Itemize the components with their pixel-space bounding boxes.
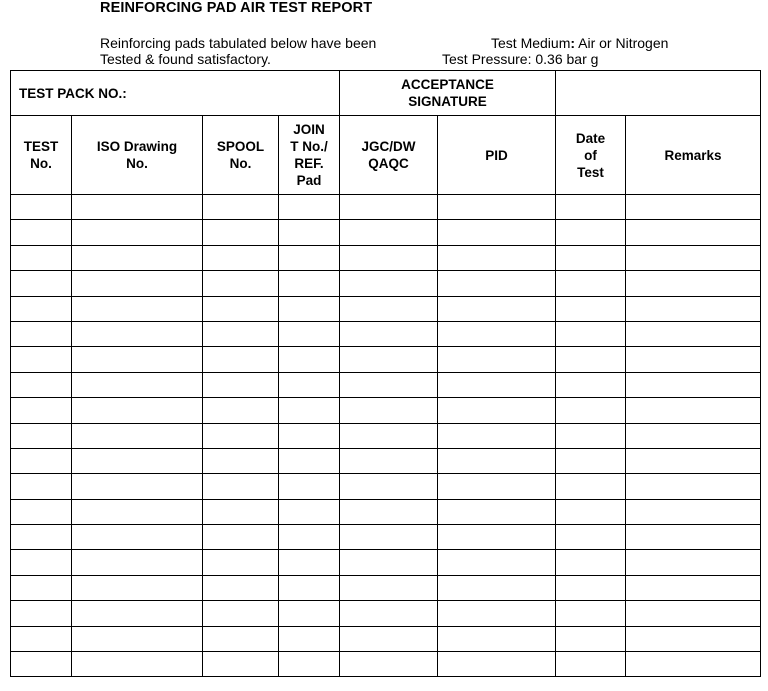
- cell-joint-ref-pad[interactable]: [279, 575, 340, 600]
- cell-iso-drawing-no[interactable]: [72, 652, 203, 677]
- header-remarks-line-1: Remarks: [664, 147, 722, 163]
- cell-pid[interactable]: [438, 220, 556, 245]
- test-conditions: [442, 35, 668, 68]
- cell-jgc-qaqc[interactable]: [340, 474, 438, 499]
- cell-remarks[interactable]: [626, 245, 761, 270]
- header-test-no-line-2: No.: [30, 156, 52, 171]
- cell-iso-drawing-no[interactable]: [72, 550, 203, 575]
- cell-joint-ref-pad[interactable]: [279, 626, 340, 651]
- header-spool-line-1: SPOOL: [216, 139, 265, 154]
- cell-jgc-qaqc[interactable]: [340, 652, 438, 677]
- cell-test-no[interactable]: [11, 525, 72, 550]
- cell-spool-no[interactable]: [203, 271, 279, 296]
- cell-spool-no[interactable]: [203, 499, 279, 524]
- cell-iso-drawing-no[interactable]: [72, 398, 203, 423]
- cell-joint-ref-pad[interactable]: [279, 372, 340, 397]
- cell-joint-ref-pad[interactable]: [279, 652, 340, 677]
- table-row: [11, 398, 761, 423]
- cell-joint-ref-pad[interactable]: [279, 525, 340, 550]
- cell-joint-ref-pad[interactable]: [279, 423, 340, 448]
- cell-joint-ref-pad[interactable]: [279, 448, 340, 473]
- cell-remarks[interactable]: [626, 601, 761, 626]
- cell-iso-drawing-no[interactable]: [72, 474, 203, 499]
- acceptance-line-1: ACCEPTANCE: [401, 77, 494, 92]
- cell-date-of-test[interactable]: [556, 321, 626, 346]
- cell-iso-drawing-no[interactable]: [72, 372, 203, 397]
- cell-spool-no[interactable]: [203, 575, 279, 600]
- cell-date-of-test[interactable]: [556, 575, 626, 600]
- cell-spool-no[interactable]: [203, 220, 279, 245]
- cell-jgc-qaqc[interactable]: [340, 220, 438, 245]
- cell-joint-ref-pad[interactable]: [279, 398, 340, 423]
- cell-jgc-qaqc[interactable]: [340, 525, 438, 550]
- header-pid: [438, 116, 556, 195]
- table-row: [11, 601, 761, 626]
- cell-iso-drawing-no[interactable]: [72, 347, 203, 372]
- header-date-line-2: of: [584, 147, 597, 163]
- cell-pid[interactable]: [438, 245, 556, 270]
- cell-test-no[interactable]: [11, 474, 72, 499]
- cell-joint-ref-pad[interactable]: [279, 499, 340, 524]
- cell-spool-no[interactable]: [203, 423, 279, 448]
- header-jgc-line-2: QAQC: [368, 156, 409, 171]
- header-iso-line-2: No.: [126, 156, 148, 171]
- table-row: [11, 271, 761, 296]
- cell-pid[interactable]: [438, 271, 556, 296]
- cell-remarks[interactable]: [626, 271, 761, 296]
- cell-pid[interactable]: [438, 296, 556, 321]
- header-test-no: [11, 116, 72, 195]
- cell-jgc-qaqc[interactable]: [340, 372, 438, 397]
- cell-iso-drawing-no[interactable]: [72, 296, 203, 321]
- cell-jgc-qaqc[interactable]: [340, 601, 438, 626]
- table-row: [11, 245, 761, 270]
- cell-date-of-test[interactable]: [556, 499, 626, 524]
- cell-iso-drawing-no[interactable]: [72, 271, 203, 296]
- acceptance-signature-cell: [340, 71, 556, 116]
- cell-date-of-test[interactable]: [556, 296, 626, 321]
- cell-date-of-test[interactable]: [556, 652, 626, 677]
- cell-jgc-qaqc[interactable]: [340, 423, 438, 448]
- cell-iso-drawing-no[interactable]: [72, 626, 203, 651]
- cell-iso-drawing-no[interactable]: [72, 525, 203, 550]
- cell-joint-ref-pad[interactable]: [279, 321, 340, 346]
- table-row: [11, 525, 761, 550]
- header-date-line-3: Test: [577, 164, 604, 180]
- acceptance-line-2: SIGNATURE: [408, 94, 487, 109]
- cell-spool-no[interactable]: [203, 525, 279, 550]
- cell-date-of-test[interactable]: [556, 245, 626, 270]
- cell-test-no[interactable]: [11, 601, 72, 626]
- cell-pid[interactable]: [438, 525, 556, 550]
- table-row: [11, 550, 761, 575]
- test-report-table: [10, 70, 761, 677]
- cell-date-of-test[interactable]: [556, 474, 626, 499]
- cell-iso-drawing-no[interactable]: [72, 321, 203, 346]
- cell-jgc-qaqc[interactable]: [340, 347, 438, 372]
- header-remarks: [626, 116, 761, 195]
- cell-test-no[interactable]: [11, 550, 72, 575]
- cell-jgc-qaqc[interactable]: [340, 499, 438, 524]
- cell-jgc-qaqc[interactable]: [340, 271, 438, 296]
- cell-date-of-test[interactable]: [556, 550, 626, 575]
- header-joint-line-1: JOIN: [293, 122, 325, 137]
- cell-jgc-qaqc[interactable]: [340, 626, 438, 651]
- intro-line-1: Reinforcing pads tabulated below have been: [100, 35, 377, 51]
- cell-iso-drawing-no[interactable]: [72, 195, 203, 220]
- cell-remarks[interactable]: [626, 652, 761, 677]
- table-row: [11, 195, 761, 220]
- cell-iso-drawing-no[interactable]: [72, 245, 203, 270]
- table-row: [11, 220, 761, 245]
- test-pressure: Test Pressure: 0.36 bar g: [442, 51, 599, 67]
- cell-date-of-test[interactable]: [556, 626, 626, 651]
- cell-test-no[interactable]: [11, 372, 72, 397]
- cell-remarks[interactable]: [626, 347, 761, 372]
- intro-line-2: Tested & found satisfactory.: [100, 51, 271, 67]
- cell-test-no[interactable]: [11, 423, 72, 448]
- intro-statement: [100, 35, 376, 67]
- cell-spool-no[interactable]: [203, 398, 279, 423]
- cell-spool-no[interactable]: [203, 321, 279, 346]
- cell-date-of-test[interactable]: [556, 195, 626, 220]
- cell-spool-no[interactable]: [203, 245, 279, 270]
- header-jgc-qaqc: [340, 116, 438, 195]
- table-row: [11, 372, 761, 397]
- cell-pid[interactable]: [438, 499, 556, 524]
- table-row: [11, 347, 761, 372]
- header-iso-line-1: ISO Drawing: [96, 139, 178, 154]
- header-pid-line-1: PID: [485, 147, 508, 163]
- test-medium: [442, 35, 668, 51]
- cell-pid[interactable]: [438, 195, 556, 220]
- table-row: [11, 499, 761, 524]
- header-test-no-line-1: TEST: [23, 139, 59, 154]
- cell-date-of-test[interactable]: [556, 601, 626, 626]
- cell-remarks[interactable]: [626, 626, 761, 651]
- cell-spool-no[interactable]: [203, 474, 279, 499]
- table-row: [11, 575, 761, 600]
- cell-test-no[interactable]: [11, 245, 72, 270]
- cell-joint-ref-pad[interactable]: [279, 195, 340, 220]
- cell-date-of-test[interactable]: [556, 398, 626, 423]
- cell-remarks[interactable]: [626, 195, 761, 220]
- cell-spool-no[interactable]: [203, 550, 279, 575]
- cell-joint-ref-pad[interactable]: [279, 296, 340, 321]
- cell-pid[interactable]: [438, 626, 556, 651]
- cell-test-no[interactable]: [11, 448, 72, 473]
- cell-test-no[interactable]: [11, 321, 72, 346]
- cell-spool-no[interactable]: [203, 296, 279, 321]
- cell-test-no[interactable]: [11, 398, 72, 423]
- cell-test-no[interactable]: [11, 575, 72, 600]
- cell-test-no[interactable]: [11, 195, 72, 220]
- header-date-line-1: Date: [575, 130, 606, 146]
- cell-jgc-qaqc[interactable]: [340, 448, 438, 473]
- cell-pid[interactable]: [438, 601, 556, 626]
- header-joint-line-3: REF.: [294, 156, 324, 171]
- cell-remarks[interactable]: [626, 499, 761, 524]
- table-row: [11, 652, 761, 677]
- cell-test-no[interactable]: [11, 296, 72, 321]
- cell-spool-no[interactable]: [203, 372, 279, 397]
- column-header-row: [11, 116, 761, 195]
- cell-remarks[interactable]: [626, 321, 761, 346]
- cell-remarks[interactable]: [626, 423, 761, 448]
- cell-test-no[interactable]: [11, 652, 72, 677]
- cell-pid[interactable]: [438, 652, 556, 677]
- cell-test-no[interactable]: [11, 499, 72, 524]
- cell-joint-ref-pad[interactable]: [279, 271, 340, 296]
- cell-test-no[interactable]: [11, 347, 72, 372]
- cell-jgc-qaqc[interactable]: [340, 245, 438, 270]
- header-joint-line-2: T No./: [290, 139, 328, 154]
- cell-date-of-test[interactable]: [556, 220, 626, 245]
- cell-remarks[interactable]: [626, 474, 761, 499]
- test-medium-colon: :: [570, 35, 576, 51]
- cell-jgc-qaqc[interactable]: [340, 296, 438, 321]
- cell-spool-no[interactable]: [203, 601, 279, 626]
- test-medium-value: Air or Nitrogen: [575, 35, 669, 51]
- cell-iso-drawing-no[interactable]: [72, 575, 203, 600]
- table-row: [11, 296, 761, 321]
- cell-jgc-qaqc[interactable]: [340, 195, 438, 220]
- table-row: [11, 626, 761, 651]
- cell-joint-ref-pad[interactable]: [279, 220, 340, 245]
- table-row: [11, 448, 761, 473]
- report-title: REINFORCING PAD AIR TEST REPORT: [100, 0, 373, 16]
- cell-joint-ref-pad[interactable]: [279, 601, 340, 626]
- test-medium-label: Test Medium: [491, 35, 571, 51]
- cell-date-of-test[interactable]: [556, 372, 626, 397]
- header-joint-line-4: Pad: [296, 173, 322, 188]
- cell-joint-ref-pad[interactable]: [279, 245, 340, 270]
- cell-date-of-test[interactable]: [556, 271, 626, 296]
- cell-joint-ref-pad[interactable]: [279, 347, 340, 372]
- cell-remarks[interactable]: [626, 296, 761, 321]
- cell-pid[interactable]: [438, 372, 556, 397]
- test-pack-no-cell: TEST PACK NO.:: [11, 71, 340, 116]
- cell-jgc-qaqc[interactable]: [340, 321, 438, 346]
- cell-jgc-qaqc[interactable]: [340, 398, 438, 423]
- cell-pid[interactable]: [438, 423, 556, 448]
- cell-remarks[interactable]: [626, 220, 761, 245]
- cell-spool-no[interactable]: [203, 347, 279, 372]
- cell-remarks[interactable]: [626, 525, 761, 550]
- cell-test-no[interactable]: [11, 626, 72, 651]
- cell-spool-no[interactable]: [203, 448, 279, 473]
- table-row: [11, 423, 761, 448]
- cell-pid[interactable]: [438, 575, 556, 600]
- cell-remarks[interactable]: [626, 448, 761, 473]
- header-iso-drawing-no: [72, 116, 203, 195]
- cell-remarks[interactable]: [626, 398, 761, 423]
- cell-iso-drawing-no[interactable]: [72, 601, 203, 626]
- header-joint-ref-pad: [279, 116, 340, 195]
- cell-test-no[interactable]: [11, 271, 72, 296]
- cell-remarks[interactable]: [626, 550, 761, 575]
- cell-date-of-test[interactable]: [556, 448, 626, 473]
- header-date-of-test: [556, 116, 626, 195]
- cell-spool-no[interactable]: [203, 626, 279, 651]
- top-right-blank-cell[interactable]: [556, 71, 761, 116]
- cell-date-of-test[interactable]: [556, 347, 626, 372]
- cell-pid[interactable]: [438, 398, 556, 423]
- cell-iso-drawing-no[interactable]: [72, 220, 203, 245]
- cell-date-of-test[interactable]: [556, 525, 626, 550]
- cell-remarks[interactable]: [626, 372, 761, 397]
- cell-pid[interactable]: [438, 550, 556, 575]
- table-row: [11, 474, 761, 499]
- cell-iso-drawing-no[interactable]: [72, 423, 203, 448]
- cell-pid[interactable]: [438, 448, 556, 473]
- header-jgc-line-1: JGC/DW: [361, 139, 416, 154]
- cell-date-of-test[interactable]: [556, 423, 626, 448]
- cell-spool-no[interactable]: [203, 195, 279, 220]
- cell-test-no[interactable]: [11, 220, 72, 245]
- cell-pid[interactable]: [438, 347, 556, 372]
- table-row: [11, 321, 761, 346]
- cell-spool-no[interactable]: [203, 652, 279, 677]
- cell-pid[interactable]: [438, 321, 556, 346]
- cell-jgc-qaqc[interactable]: [340, 575, 438, 600]
- cell-jgc-qaqc[interactable]: [340, 550, 438, 575]
- cell-iso-drawing-no[interactable]: [72, 448, 203, 473]
- header-spool-line-2: No.: [229, 156, 252, 171]
- cell-iso-drawing-no[interactable]: [72, 499, 203, 524]
- cell-joint-ref-pad[interactable]: [279, 474, 340, 499]
- header-spool-no: [203, 116, 279, 195]
- cell-pid[interactable]: [438, 474, 556, 499]
- cell-remarks[interactable]: [626, 575, 761, 600]
- cell-joint-ref-pad[interactable]: [279, 550, 340, 575]
